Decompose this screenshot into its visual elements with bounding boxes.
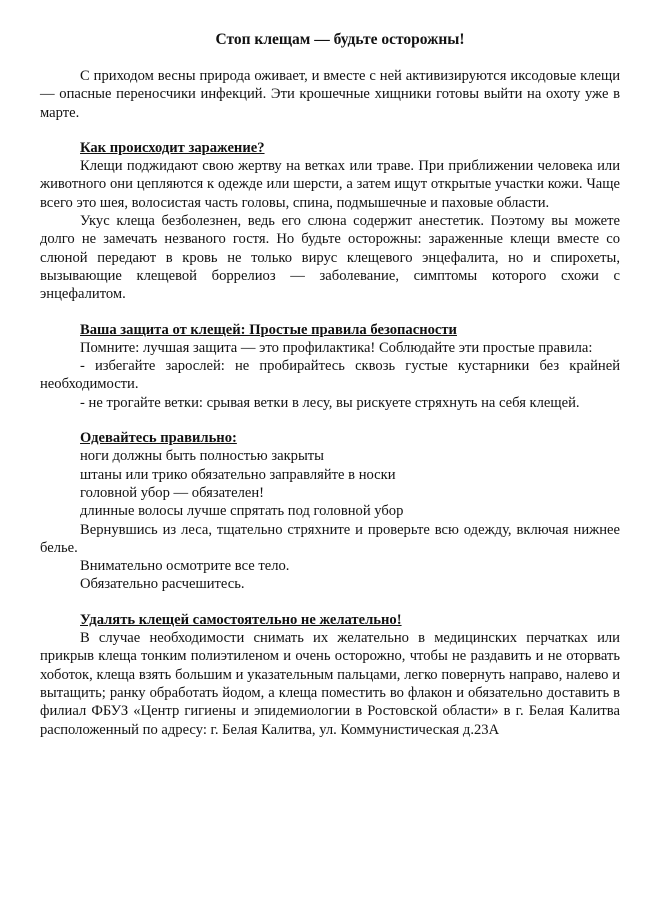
protection-rule-2: - не трогайте ветки: срывая ветки в лесу, вы рискуете стряхнуть на себя клещей. [80, 394, 580, 411]
protection-rule-1: - избегайте зарослей: не пробирайтесь сквозь густые кустарники без крайней необходимости. [40, 358, 620, 393]
protection-paragraph: Помните: лучшая защита — это профилактика! Соблюдайте эти простые правила: [80, 339, 593, 356]
infection-heading: Как происходит заражение? [80, 139, 265, 156]
removal-paragraph: В случае необходимости снимать их желательно в медицинских перчатках или прикрыв клеща тонким полиэтиленом и очень осторожно, чтобы не раздавить и не оторвать хоботок, клеща взять большим и указательным пальцами, легко повернуть направо, налево и вытащить; ранку обработать йодом, а клеща поместить во флакон и обязательно доставить в филиал ФБУЗ «Центр гигиены и эпидемиологии в Ростовской области» в г. Белая Калитва расположенный по адресу: г. Белая Калитва, ул. Коммунистическая д.23А [40, 630, 620, 738]
clothing-paragraph-1: Вернувшись из леса, тщательно стряхните и проверьте всю одежду, включая нижнее белье. [40, 521, 620, 556]
infection-paragraph-2: Укус клеща безболезнен, ведь его слюна содержит анестетик. Поэтому вы можете долго не замечать незваного гостя. Но будьте осторожны: зараженные клещи вместе со слюной передают в кровь не только вирус клещевого энцефалита, но и спирохеты, вызывающие клещевой боррелиоз — заболевание, симптомы которого схожи с энцефалитом. [40, 213, 620, 303]
clothing-paragraph-2: Внимательно осмотрите все тело. [80, 558, 290, 575]
clothing-item: ноги должны быть полностью закрыты [80, 448, 324, 465]
clothing-heading: Одевайтесь правильно: [80, 430, 237, 447]
document-page [40, 30, 620, 739]
clothing-item: длинные волосы лучше спрятать под головной убор [80, 503, 404, 520]
removal-heading: Удалять клещей самостоятельно не желательно! [80, 611, 402, 628]
infection-paragraph-1: Клещи поджидают свою жертву на ветках или траве. При приближении человека или животного они цепляются к одежде или шерсти, а затем ищут открытые участки кожи. Чаще всего это шея, волосистая часть головы, спина, подмышечные и паховые области. [40, 158, 620, 211]
intro-paragraph: С приходом весны природа оживает, и вместе с ней активизируются иксодовые клещи — опасные переносчики инфекций. Эти крошечные хищники готовы выйти на охоту уже в марте. [40, 68, 620, 121]
clothing-paragraph-3: Обязательно расчешитесь. [80, 576, 245, 593]
clothing-item: штаны или трико обязательно заправляйте в носки [80, 466, 396, 483]
protection-heading: Ваша защита от клещей: Простые правила безопасности [80, 321, 457, 338]
clothing-item: головной убор — обязателен! [80, 484, 264, 501]
document-title: Стоп клещам — будьте осторожны! [215, 31, 465, 48]
